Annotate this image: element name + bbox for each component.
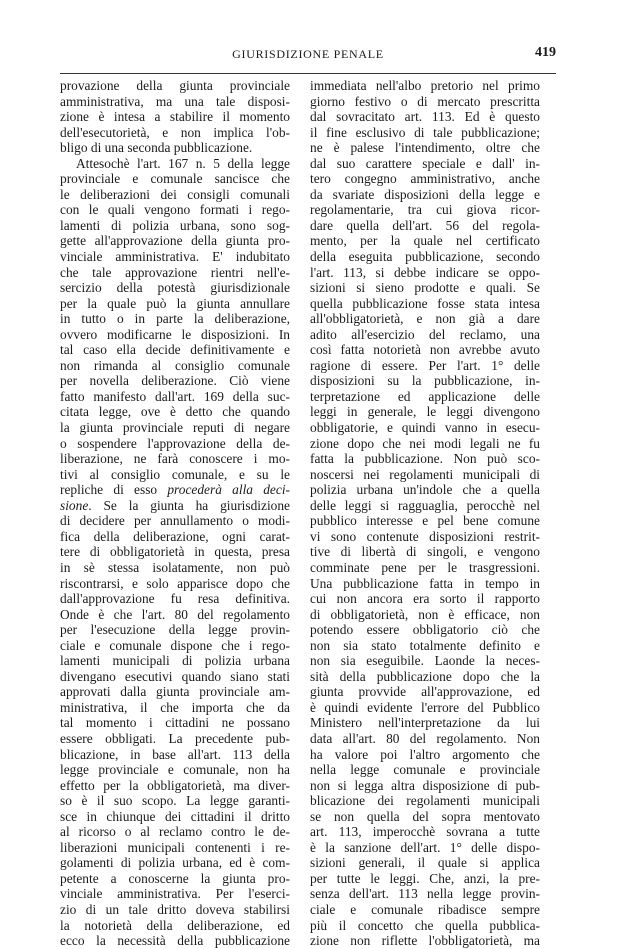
right-column-line: terpretazione ed applicazione delle: [310, 388, 540, 404]
right-column-line: ciale e comunale ribadisce sempre: [310, 901, 540, 917]
right-column-line: quella pubblicazione fosse stata intesa: [310, 295, 540, 311]
left-column-line: ecco la necessità della pubblicazione: [60, 933, 290, 949]
right-column-line: dal sovracitato art. 113. Ed è questo: [310, 109, 540, 125]
right-column-line: delle leggi si ragguaglia, perocchè nel: [310, 497, 540, 513]
right-column-line: Ministero nell'interpretazione da lui: [310, 715, 540, 731]
left-column-line: petente a conoscerne la giunta pro-: [60, 870, 290, 886]
right-column-line: è quindi evidente l'errore del Pubblico: [310, 699, 540, 715]
right-column-line: all'obbligatorietà, e non già a dare: [310, 311, 540, 327]
right-column-line: potendo essere obbligatorio ciò che: [310, 622, 540, 638]
right-column-line: non si legga altra disposizione di pub-: [310, 777, 540, 793]
right-column-line: non sia stato totalmente definito e: [310, 637, 540, 653]
right-column-line: disposizioni su la pubblicazione, in-: [310, 373, 540, 389]
left-column-line: in sè stessa isolatamente, non può: [60, 559, 290, 575]
left-column-line: vinciale amministrativa. E' indubitato: [60, 249, 290, 265]
left-column-line: approvati dalla giunta provinciale am-: [60, 684, 290, 700]
left-column-line: lamenti municipali di polizia urbana: [60, 653, 290, 669]
right-column-line: ragione di essere. Per l'art. 1° delle: [310, 357, 540, 373]
right-column-line: della eseguita pubblicazione, secondo: [310, 249, 540, 265]
left-column-line: Onde è che l'art. 80 del regolamento: [60, 606, 290, 622]
left-column-line: so è il suo scopo. La legge garanti-: [60, 793, 290, 809]
left-column-line: essere obbligati. La precedente pub-: [60, 730, 290, 746]
left-column-line: o sospendere l'approvazione della de-: [60, 435, 290, 451]
left-column-line: legge provinciale e comunale, non ha: [60, 762, 290, 778]
left-column-line: sce in chiunque dei cittadini il dritto: [60, 808, 290, 824]
left-column: [60, 78, 290, 949]
right-column-line: blicazione dei regolamenti municipali: [310, 793, 540, 809]
right-column-line: fatta la pubblicazione. Non può sco-: [310, 451, 540, 467]
page-number: 419: [535, 45, 556, 60]
left-column-line: per l'esecuzione della legge provin-: [60, 622, 290, 638]
right-column-line: mento, per la quale nel certificato: [310, 233, 540, 249]
left-column-line: sercizio della potestà giurisdizionale: [60, 280, 290, 296]
left-column-line: bligo di una seconda pubblicazione.: [60, 140, 253, 156]
right-column-line: sità della pubblicazione dopo che la: [310, 668, 540, 684]
left-column-line: zione è intesa a stabilire il momento: [60, 109, 290, 125]
left-column-line: ciale e comunale dispone che i rego-: [60, 637, 290, 653]
right-column-line: è la sanzione dell'art. 1° delle dispo-: [310, 839, 540, 855]
right-column-line: cui non ancora era sorto il rapporto: [310, 591, 540, 607]
left-column-line: in tutto o in parte la deliberazione,: [60, 311, 290, 327]
right-column-line: zione dopo che nei modi legali ne fu: [310, 435, 540, 451]
right-column-line: più il concetto che quella pubblica-: [310, 917, 540, 933]
left-column-line: ovvero modificarne le disposizioni. In: [60, 326, 290, 342]
left-column-line: zio di un tale dritto doveva stabilirsi: [60, 901, 290, 917]
right-column-line: zione non riflette l'obbligatorietà, ma: [310, 933, 540, 949]
left-column-line: per novella deliberazione. Ciò viene: [60, 373, 290, 389]
right-column-line: nella legge comunale e provinciale: [310, 762, 540, 778]
right-column-line: l'art. 113, si debbe indicare se oppo-: [310, 264, 540, 280]
right-column-line: obbligatorie, e quindi vanno in esecu-: [310, 420, 540, 436]
left-column-line: fatto manifesto dall'art. 169 della suc-: [60, 388, 290, 404]
right-column-line: di obbligatorietà, non è efficace, non: [310, 606, 540, 622]
header-rule: [60, 73, 556, 74]
right-column-line: Una pubblicazione fatta in tempo in: [310, 575, 540, 591]
right-column-line: così fatta notorietà non avrebbe avuto: [310, 342, 540, 358]
left-column-line: gette all'approvazione della giunta pro-: [60, 233, 290, 249]
left-column-line: provinciale e comunale sancisce che: [60, 171, 290, 187]
right-column-line: art. 113, imperocchè sovrana a tutte: [310, 824, 540, 840]
left-column-line: sione. Se la giunta ha giurisdizione: [60, 497, 290, 513]
right-column-line: comminate pene per le trasgressioni.: [310, 559, 540, 575]
left-column-line: blicazione, in base all'art. 113 della: [60, 746, 290, 762]
left-column-line: fica della deliberazione, ogni carat-: [60, 528, 290, 544]
left-column-line: la giunta provinciale reputi di negare: [60, 420, 290, 436]
right-column-line: dal suo carattere speciale e dall' in-: [310, 155, 540, 171]
right-column-line: sizioni si sieno prodotte e quali. Se: [310, 280, 540, 296]
left-column-line: tivi al consiglio comunale, e su le: [60, 466, 290, 482]
right-column-line: tero congegno amministrativo, anche: [310, 171, 540, 187]
right-column-line: ha valore poi l'altro argomento che: [310, 746, 540, 762]
left-column-line: dell'esecutorietà, e non implica l'ob-: [60, 124, 290, 140]
right-column-line: giorno festivo o di mercato prescritta: [310, 93, 540, 109]
left-column-line: Attesochè l'art. 167 n. 5 della legge: [76, 155, 290, 171]
right-column-line: da svariate disposizioni della legge e: [310, 186, 540, 202]
left-column-line: tal caso ella decide definitivamente e: [60, 342, 290, 358]
right-column-line: sizioni generali, il quale si applica: [310, 855, 540, 871]
right-column-line: leggi in generale, le leggi divengono: [310, 404, 540, 420]
left-column-line: vinciale amministrativa. Per l'eserci-: [60, 886, 290, 902]
right-column-line: vi sono contenute disposizioni restrit-: [310, 528, 540, 544]
left-column-line: provazione della giunta provinciale: [60, 78, 290, 93]
right-column-line: adito all'esercizio del reclamo, una: [310, 326, 540, 342]
left-column-line: effetto per la obbligatorietà, ma diver-: [60, 777, 290, 793]
right-column: [310, 78, 540, 949]
left-column-line: per la quale può la giunta annullare: [60, 295, 290, 311]
left-column-line: golamenti di polizia urbana, ed è com-: [60, 855, 290, 871]
left-column-line: tere di obbligatorietà in questa, presa: [60, 544, 290, 560]
left-column-line: di decidere per annullamento o modi-: [60, 513, 290, 529]
left-column-line: che tale approvazione rientri nell'e-: [60, 264, 290, 280]
left-column-line: la notorietà della deliberazione, ed: [60, 917, 290, 933]
left-column-line: riscontrarsi, e solo apparisce dopo che: [60, 575, 290, 591]
right-column-line: ne è palese l'intendimento, oltre che: [310, 140, 540, 156]
left-column-line: citata legge, ove è detto che quando: [60, 404, 290, 420]
right-column-line: tive di libertà di singoli, e vengono: [310, 544, 540, 560]
right-column-line: per tutte le leggi. Che, anzi, la pre-: [310, 870, 540, 886]
right-column-line: non sia eseguibile. Laonde la neces-: [310, 653, 540, 669]
right-column-line: data all'art. 80 del regolamento. Non: [310, 730, 540, 746]
left-column-line: amministrativa, ma una tale disposi-: [60, 93, 290, 109]
right-column-line: dare quella dell'art. 56 del regola-: [310, 217, 540, 233]
page-header: [60, 47, 556, 67]
left-column-line: con le quali vengono formati i rego-: [60, 202, 290, 218]
left-column-line: lamenti di polizia urbana, sono sog-: [60, 217, 290, 233]
left-column-line: liberazione, ne farà conoscere i mo-: [60, 451, 290, 467]
right-column-line: il fine esclusivo di tale pubblicazione;: [310, 124, 540, 140]
running-title: GIURISDIZIONE PENALE: [232, 47, 384, 61]
right-column-line: senza dell'art. 113 nella legge provin-: [310, 886, 540, 902]
left-column-line: le deliberazioni dei consigli comunali: [60, 186, 290, 202]
right-column-line: noscersi nei regolamenti municipali di: [310, 466, 540, 482]
left-column-line: divengano esecutivi quando siano stati: [60, 668, 290, 684]
left-column-line: ministrativa, il che importa che da: [60, 699, 290, 715]
right-column-line: se non quella del sopra mentovato: [310, 808, 540, 824]
right-column-line: regolamentarie, tra cui giova ricor-: [310, 202, 540, 218]
right-column-line: pubblico interesse e pel bene comune: [310, 513, 540, 529]
left-column-line: liberazioni municipali contenenti i re-: [60, 839, 290, 855]
right-column-line: giunta provvide all'approvazione, ed: [310, 684, 540, 700]
right-column-line: immediata nell'albo pretorio nel primo: [310, 78, 540, 93]
left-column-line: repliche di esso procederà alla deci-: [60, 482, 290, 498]
left-column-line: al ricorso o al reclamo contro le de-: [60, 824, 290, 840]
left-column-line: dall'approvazione fu resa definitiva.: [60, 591, 290, 607]
left-column-line: non rimanda al consiglio comunale: [60, 357, 290, 373]
right-column-line: polizia urbana un'indole che a quella: [310, 482, 540, 498]
left-column-line: tal momento i cittadini ne possano: [60, 715, 290, 731]
